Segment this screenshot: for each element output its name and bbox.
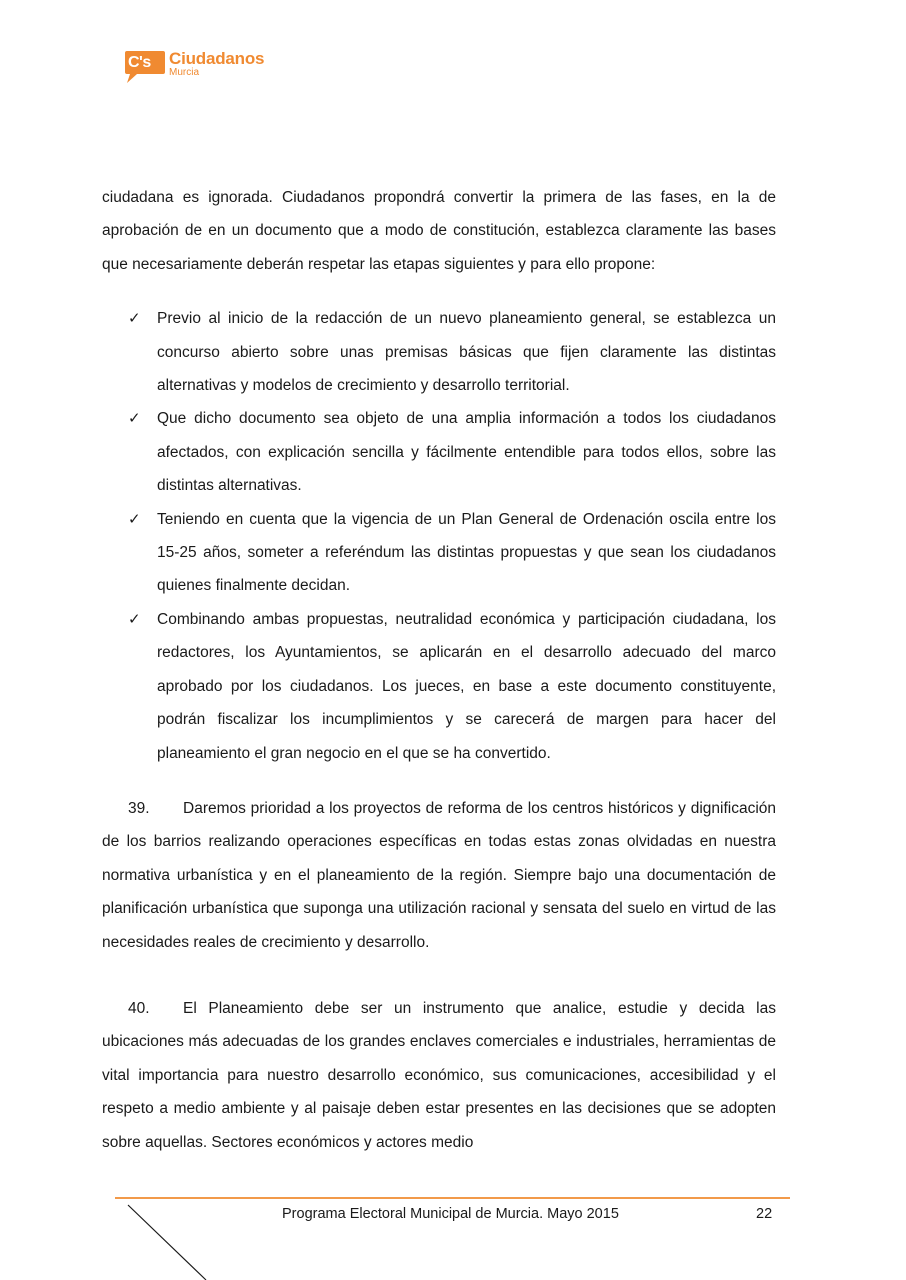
- numbered-paragraph-40: [102, 992, 776, 1159]
- list-item-text: Que dicho documento sea objeto de una amplia información a todos los ciudadanos afectados, con explicación sencilla y fácilmente entendible para todos ellos, sobre las distintas alternativas.: [157, 410, 776, 495]
- logo-name: Ciudadanos: [169, 49, 265, 68]
- numbered-paragraph-39: [102, 792, 776, 959]
- list-item-text: Previo al inicio de la redacción de un nuevo planeamiento general, se establezca un concurso abierto sobre unas premisas básicas que fijen claramente las distintas alternativas y modelos de crecimiento y desarrollo territorial.: [157, 310, 776, 395]
- proposal-list: [102, 302, 776, 770]
- list-item-text: Combinando ambas propuestas, neutralidad económica y participación ciudadana, los redactores, los Ayuntamientos, se aplicarán en el desarrollo adecuado del marco aprobado por los ciudadanos. Los jueces, en base a este documento constituyente, podrán fiscalizar los incumplimientos y se carecerá de margen para hacer del planeamiento el gran negocio en el que se ha convertido.: [157, 610, 776, 762]
- logo-subtitle: Murcia: [169, 67, 200, 78]
- checkmark-icon: ✓: [128, 509, 141, 528]
- paragraph-text: Daremos prioridad a los proyectos de reforma de los centros históricos y dignificación de los barrios realizando operaciones específicas en todas estas zonas olvidadas en nuestra normativa urbanística y en el planeamiento de la región. Siempre bajo una documentación de planificación urbanística que suponga una utilización racional y sensata del suelo en virtud de las necesidades reales de crecimiento y desarrollo.: [102, 799, 776, 951]
- footer-diagonal-line: [126, 1203, 208, 1280]
- list-item: [102, 302, 776, 402]
- logo-mark: [124, 50, 166, 84]
- list-item: [102, 503, 776, 603]
- ciudadanos-logo: [124, 50, 264, 84]
- logo-mark-text: C's: [128, 54, 151, 71]
- list-item: [102, 603, 776, 770]
- footer-title: Programa Electoral Municipal de Murcia. Mayo 2015: [282, 1206, 619, 1222]
- list-item-text: Teniendo en cuenta que la vigencia de un Plan General de Ordenación oscila entre los 15-25 años, someter a referéndum las distintas propuestas y que sean los ciudadanos quienes finalmente decidan.: [157, 510, 776, 595]
- checkmark-icon: ✓: [128, 309, 141, 328]
- list-item: [102, 402, 776, 502]
- checkmark-icon: ✓: [128, 409, 141, 428]
- paragraph-text: El Planeamiento debe ser un instrumento que analice, estudie y decida las ubicaciones más adecuadas de los grandes enclaves comerciales e industriales, herramientas de vital importancia para nuestro desarrollo económico, sus comunicaciones, accesibilidad y el respeto a medio ambiente y al paisaje deben estar presentes en las decisiones que se adopten sobre aquellas. Sectores económicos y actores medio: [102, 999, 776, 1151]
- intro-paragraph: ciudadana es ignorada. Ciudadanos propondrá convertir la primera de las fases, en la de aprobación de en un documento que a modo de constitución, establezca claramente las bases que necesariamente deberán respetar las etapas siguientes y para ello propone:: [102, 189, 776, 273]
- paragraph-number: 39.: [128, 799, 150, 817]
- document-body: [102, 181, 776, 1159]
- page-number: 22: [756, 1206, 773, 1222]
- checkmark-icon: ✓: [128, 609, 141, 628]
- paragraph-number: 40.: [128, 999, 150, 1017]
- footer-divider: [115, 1197, 790, 1199]
